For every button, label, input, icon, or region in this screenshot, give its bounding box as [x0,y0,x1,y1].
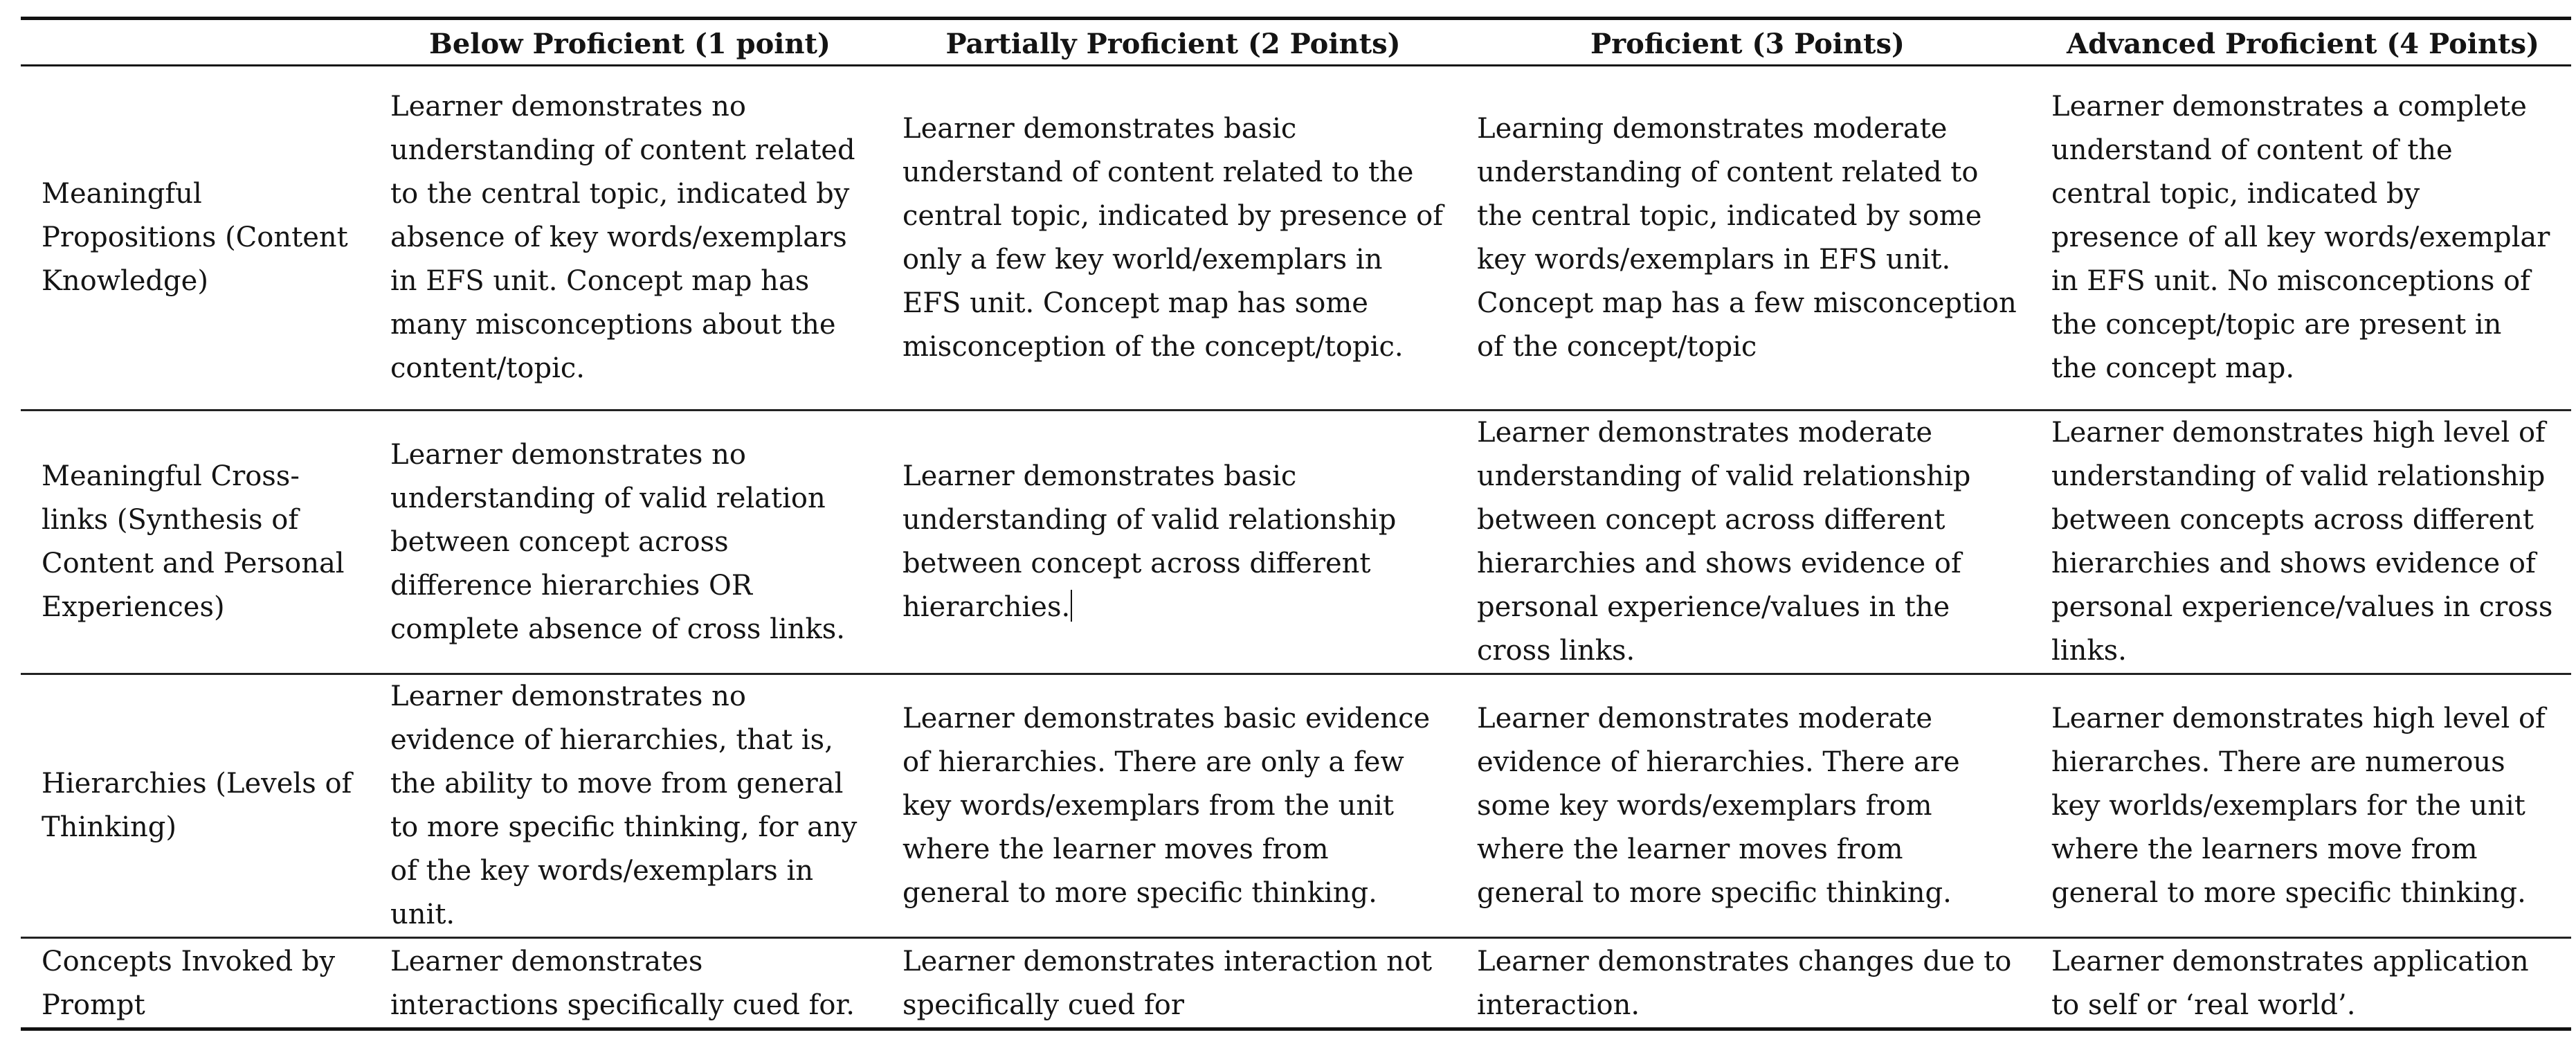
rubric-cell[interactable]: Learner demonstrates a complete understand of content of the central topic, indicated by presence of all key words/exemplar in EFS unit. No misconceptions of the concept/topic are present in the concept map. [2035,66,2571,411]
rubric-cell[interactable]: Learner demonstrates high level of hierarches. There are numerous key worlds/exemplars for the unit where the learners move from general to more specific thinking. [2035,674,2571,938]
table-row [21,66,2571,411]
rubric-cell[interactable]: Learner demonstrates basic evidence of hierarchies. There are only a few key words/exemplars from the unit where the learner moves from general to more specific thinking. [886,674,1460,938]
rubric-cell[interactable]: Learner demonstrates moderate evidence of hierarchies. There are some key words/exemplars from where the learner moves from general to more specific thinking. [1460,674,2035,938]
rubric-cell[interactable]: Learner demonstrates high level of understanding of valid relationship between concepts across different hierarchies and shows evidence of personal experience/values in cross links. [2035,411,2571,674]
criterion-cell: Hierarchies (Levels of Thinking) [21,674,374,938]
rubric-cell[interactable]: Learner demonstrates basic understand of content related to the central topic, indicated by presence of only a few key world/exemplars in EFS unit. Concept map has some misconception of the concept/topic. [886,66,1460,411]
rubric-cell[interactable]: Learner demonstrates no evidence of hierarchies, that is, the ability to move from general to more specific thinking, for any of the key words/exemplars in unit. [374,674,886,938]
rubric-table [21,17,2571,1031]
header-row [21,19,2571,66]
text-cursor [1071,590,1072,622]
rubric-cell[interactable]: Learner demonstrates no understanding of content related to the central topic, indicated by absence of key words/exemplars in EFS unit. Concept map has many misconceptions about the content/topic. [374,66,886,411]
table-header [21,19,2571,66]
header-advanced-proficient: Advanced Proficient (4 Points) [2035,19,2571,66]
header-partially-proficient: Partially Proficient (2 Points) [886,19,1460,66]
rubric-cell[interactable]: Learner demonstrates application to self or ‘real world’. [2035,938,2571,1029]
rubric-cell-active[interactable] [886,411,1460,674]
rubric-cell-text: Learner demonstrates basic understanding of valid relationship between concept across different hierarchies. [902,460,1397,623]
rubric-cell[interactable]: Learner demonstrates moderate understanding of valid relationship between concept across different hierarchies and shows evidence of personal experience/values in the cross links. [1460,411,2035,674]
header-criterion [21,19,374,66]
rubric-cell[interactable]: Learning demonstrates moderate understanding of content related to the central topic, indicated by some key words/exemplars in EFS unit. Concept map has a few misconception of the concept/topic [1460,66,2035,411]
rubric-cell[interactable]: Learner demonstrates changes due to interaction. [1460,938,2035,1029]
rubric-cell[interactable]: Learner demonstrates interaction not specifically cued for [886,938,1460,1029]
criterion-cell: Concepts Invoked by Prompt [21,938,374,1029]
table-row [21,674,2571,938]
criterion-cell: Meaningful Cross-links (Synthesis of Content and Personal Experiences) [21,411,374,674]
rubric-cell[interactable]: Learner demonstrates no understanding of valid relation between concept across difference hierarchies OR complete absence of cross links. [374,411,886,674]
table-row [21,411,2571,674]
table-row [21,938,2571,1029]
criterion-cell: Meaningful Propositions (Content Knowledge) [21,66,374,411]
table-body [21,66,2571,1029]
header-proficient: Proficient (3 Points) [1460,19,2035,66]
rubric-cell[interactable]: Learner demonstrates interactions specifically cued for. [374,938,886,1029]
header-below-proficient: Below Proficient (1 point) [374,19,886,66]
